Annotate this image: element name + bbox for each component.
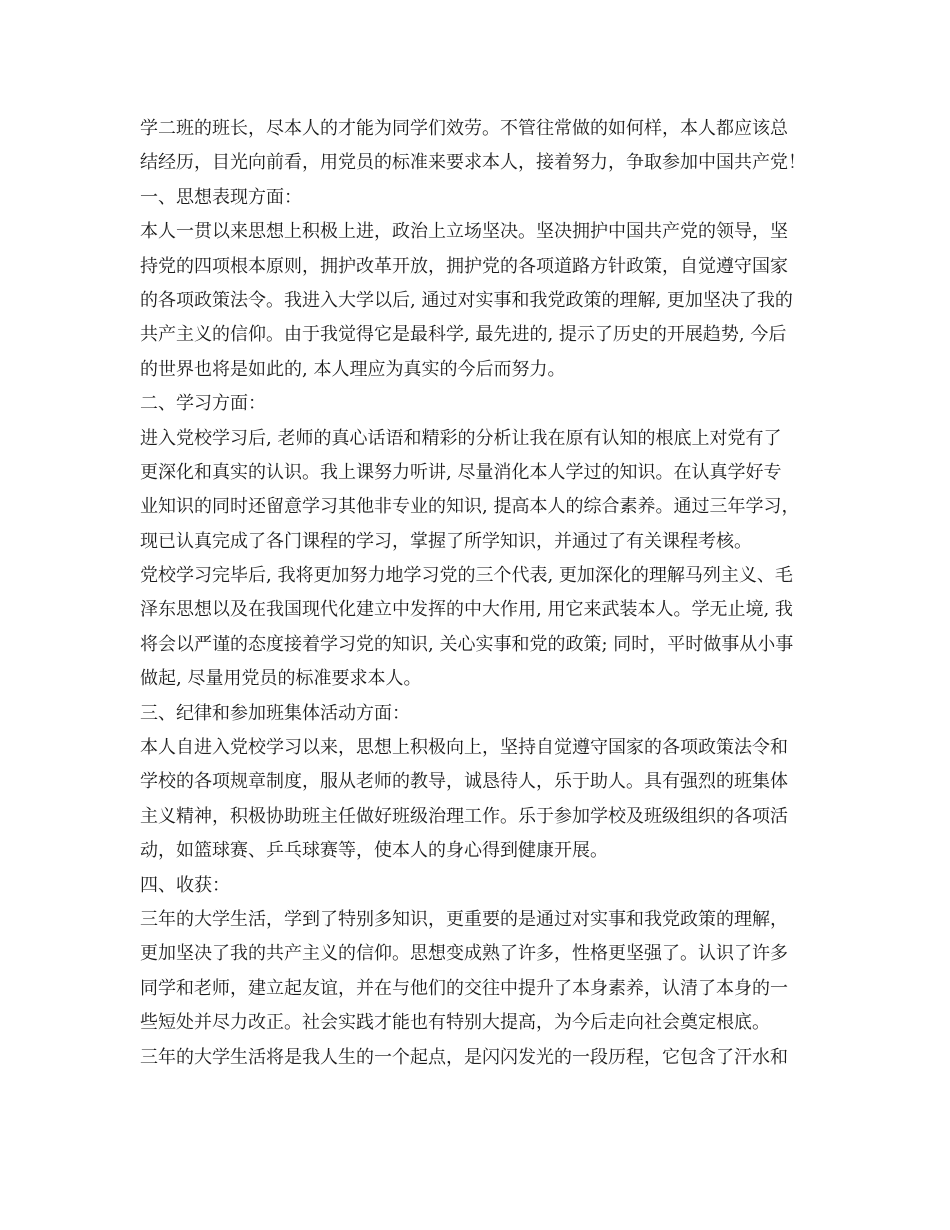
text-line: 本人自进入党校学习以来，思想上积极向上，坚持自觉遵守国家的各项政策法令和 <box>140 737 788 759</box>
text-line: 些短处并尽力改正。社会实践才能也有特别大提高，为今后走向社会奠定根底。 <box>140 1012 770 1034</box>
text-line: 主义精神，积极协助班主任做好班级治理工作。乐于参加学校及班级组织的各项活 <box>140 805 788 827</box>
section-heading-discipline: 三、纪律和参加班集体活动方面： <box>140 702 410 724</box>
text-line: 业知识的同时还留意学习其他非专业的知识, 提高本人的综合素养。通过三年学习， <box>140 496 800 518</box>
text-line: 更深化和真实的认识。我上课努力听讲, 尽量消化本人学过的知识。在认真学好专 <box>140 461 782 483</box>
section-heading-study: 二、学习方面： <box>140 393 266 415</box>
text-line: 学二班的班长，尽本人的才能为同学们效劳。不管往常做的如何样，本人都应该总 <box>140 118 788 139</box>
text-line: 同学和老师，建立起友谊，并在与他们的交往中提升了本身素养，认清了本身的一 <box>140 977 788 999</box>
text-line: 结经历，目光向前看，用党员的标准来要求本人，接着努力，争取参加中国共产党！ <box>140 152 806 174</box>
text-line: 的各项政策法令。我进入大学以后, 通过对实事和我党政策的理解, 更加坚决了我的 <box>140 289 793 311</box>
text-line: 更加坚决了我的共产主义的信仰。思想变成熟了许多，性格更坚强了。认识了许多 <box>140 943 788 965</box>
text-line: 将会以严谨的态度接着学习党的知识, 关心实事和党的政策; 同时，平时做事从小事 <box>140 633 794 655</box>
text-line: 现已认真完成了各门课程的学习，掌握了所学知识，并通过了有关课程考核。 <box>140 530 752 552</box>
text-line: 党校学习完毕后, 我将更加努力地学习党的三个代表, 更加深化的理解马列主义、毛 <box>140 565 793 587</box>
text-line: 三年的大学生活，学到了特别多知识，更重要的是通过对实事和我党政策的理解， <box>140 908 788 930</box>
text-line: 的世界也将是如此的, 本人理应为真实的今后而努力。 <box>140 358 566 380</box>
text-line: 三年的大学生活将是我人生的一个起点，是闪闪发光的一段历程，它包含了汗水和 <box>140 1046 788 1068</box>
text-line: 学校的各项规章制度，服从老师的教导，诚恳待人，乐于助人。具有强烈的班集体 <box>140 771 788 793</box>
text-line: 持党的四项根本原则，拥护改革开放，拥护党的各项道路方针政策，自觉遵守国家 <box>140 255 788 277</box>
document-body <box>140 112 820 1075</box>
text-line: 进入党校学习后, 老师的真心话语和精彩的分析让我在原有认知的根底上对党有了 <box>140 427 782 449</box>
text-line: 泽东思想以及在我国现代化建立中发挥的中大作用, 用它来武装本人。学无止境, 我 <box>140 599 793 621</box>
section-heading-thought: 一、思想表现方面： <box>140 186 302 208</box>
section-heading-harvest: 四、收获： <box>140 874 230 896</box>
text-line: 做起, 尽量用党员的标准要求本人。 <box>140 668 422 690</box>
text-line: 动，如篮球赛、乒乓球赛等，使本人的身心得到健康开展。 <box>140 840 608 862</box>
text-line: 共产主义的信仰。由于我觉得它是最科学, 最先进的, 提示了历史的开展趋势, 今后 <box>140 324 787 346</box>
text-line: 本人一贯以来思想上积极上进，政治上立场坚决。坚决拥护中国共产党的领导，坚 <box>140 221 788 243</box>
